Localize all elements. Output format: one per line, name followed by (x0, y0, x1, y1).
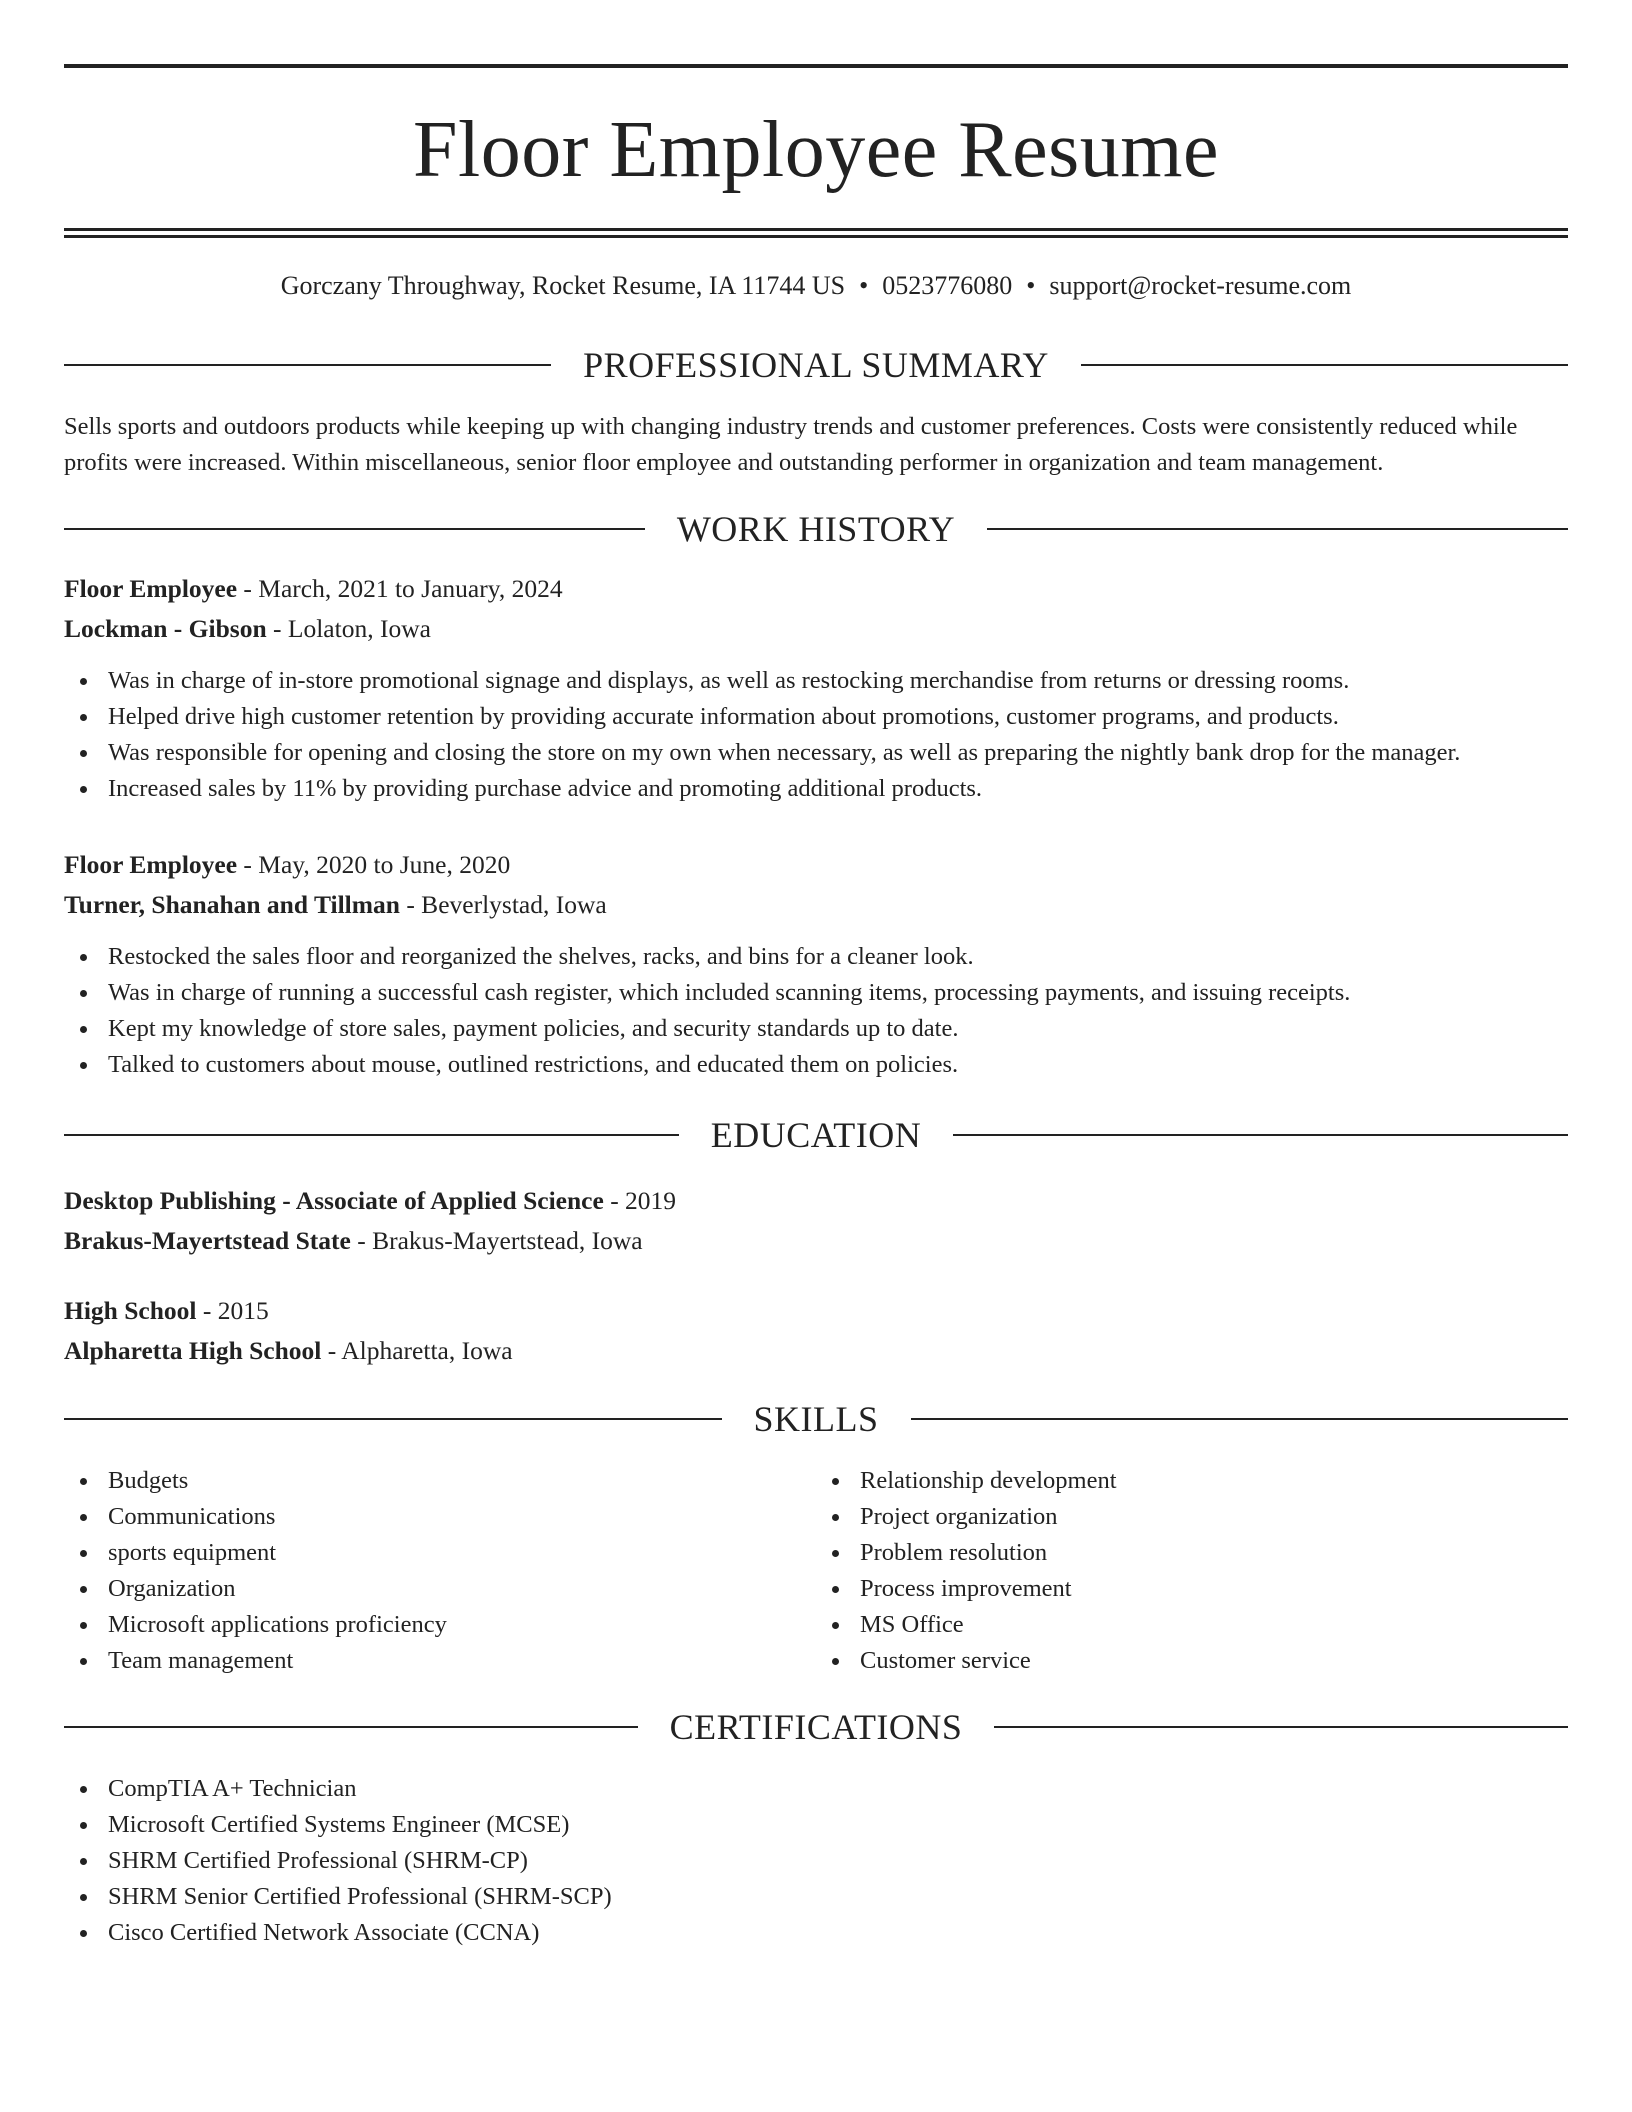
work-dates: - March, 2021 to January, 2024 (237, 574, 563, 603)
certification-text: SHRM Certified Professional (SHRM-CP) (108, 1847, 528, 1874)
bullet-text: Helped drive high customer retention by providing accurate information about promotions, customer programs, and products. (108, 703, 1339, 730)
bullet-icon (80, 1822, 87, 1829)
education-degree-line (64, 1291, 1568, 1331)
list-item (64, 1843, 1568, 1879)
bullet-icon (832, 1478, 839, 1485)
education-entry (64, 1291, 1568, 1371)
bullet-text: Increased sales by 11% by providing purchase advice and promoting additional products. (108, 775, 983, 802)
bullet-icon (80, 1894, 87, 1901)
list-item (64, 1011, 1568, 1047)
contact-email: support@rocket-resume.com (1049, 271, 1352, 300)
top-rule (64, 64, 1568, 68)
work-bullets (64, 663, 1568, 807)
list-item (64, 1463, 816, 1499)
education-school: Brakus-Mayertstead State (64, 1226, 351, 1255)
work-location: - Lolaton, Iowa (266, 614, 431, 643)
bullet-icon (832, 1658, 839, 1665)
section-header-summary (64, 343, 1568, 387)
list-item (64, 735, 1568, 771)
skill-text: Process improvement (860, 1575, 1072, 1602)
work-role-line (64, 845, 1568, 885)
bullet-icon (80, 750, 87, 757)
title-double-rule (64, 228, 1568, 238)
skills-grid (64, 1463, 1568, 1679)
list-item (816, 1535, 1568, 1571)
list-item (64, 1915, 1568, 1951)
education-degree: Desktop Publishing - Associate of Applied Science (64, 1186, 604, 1215)
list-item (64, 1499, 816, 1535)
list-item (64, 1535, 816, 1571)
bullet-icon (80, 1858, 87, 1865)
certification-text: CompTIA A+ Technician (108, 1775, 357, 1802)
skill-text: Organization (108, 1575, 236, 1602)
list-item (64, 1807, 1568, 1843)
skill-text: MS Office (860, 1611, 964, 1638)
list-item (816, 1643, 1568, 1679)
list-item (64, 771, 1568, 807)
section-title-summary: PROFESSIONAL SUMMARY (583, 345, 1049, 385)
education-degree-line (64, 1181, 1568, 1221)
work-company: Lockman - Gibson (64, 614, 267, 643)
list-item (64, 663, 1568, 699)
work-bullets (64, 939, 1568, 1083)
education-school-line (64, 1221, 1568, 1261)
section-rule (994, 1726, 1568, 1728)
bullet-icon (80, 1622, 87, 1629)
education-degree: High School (64, 1296, 197, 1325)
bullet-icon (80, 954, 87, 961)
bullet-text: Restocked the sales floor and reorganized the shelves, racks, and bins for a cleaner look. (108, 943, 974, 970)
certification-text: Cisco Certified Network Associate (CCNA) (108, 1919, 540, 1946)
section-title-work-history: WORK HISTORY (676, 509, 956, 549)
bullet-text: Was in charge of running a successful cash register, which included scanning items, processing payments, and issuing receipts. (108, 979, 1351, 1006)
list-item (64, 1771, 1568, 1807)
work-entry (64, 845, 1568, 1083)
skill-text: Budgets (108, 1467, 189, 1494)
bullet-icon (80, 1514, 87, 1521)
bullet-text: Talked to customers about mouse, outlined restrictions, and educated them on policies. (108, 1051, 959, 1078)
work-role-line (64, 569, 1568, 609)
work-location: - Beverlystad, Iowa (399, 890, 607, 919)
skill-text: Relationship development (860, 1467, 1117, 1494)
work-company: Turner, Shanahan and Tillman (64, 890, 400, 919)
section-rule (64, 1134, 679, 1136)
work-company-line (64, 885, 1568, 925)
section-header-education (64, 1113, 1568, 1157)
section-rule (64, 364, 551, 366)
bullet-icon (80, 1930, 87, 1937)
page-title: Floor Employee Resume (413, 106, 1219, 194)
education-location: - Brakus-Mayertstead, Iowa (350, 1226, 643, 1255)
section-header-skills (64, 1397, 1568, 1441)
section-rule (911, 1418, 1569, 1420)
skill-text: Communications (108, 1503, 276, 1530)
work-entry (64, 569, 1568, 807)
bullet-icon (832, 1550, 839, 1557)
bullet-icon (80, 786, 87, 793)
list-item (64, 1571, 816, 1607)
section-rule (64, 528, 645, 530)
education-school-line (64, 1331, 1568, 1371)
education-location: - Alpharetta, Iowa (321, 1336, 513, 1365)
bullet-icon (80, 1658, 87, 1665)
work-role: Floor Employee (64, 850, 238, 879)
list-item (64, 1879, 1568, 1915)
skill-text: Microsoft applications proficiency (108, 1611, 447, 1638)
bullet-text: Was in charge of in-store promotional signage and displays, as well as restocking merchandise from returns or dressing rooms. (108, 667, 1350, 694)
list-item (816, 1499, 1568, 1535)
section-header-work-history (64, 507, 1568, 551)
list-item (64, 975, 1568, 1011)
skills-column-right (816, 1463, 1568, 1679)
skill-text: Project organization (860, 1503, 1058, 1530)
bullet-icon (80, 1550, 87, 1557)
bullet-icon (80, 714, 87, 721)
bullet-icon (80, 1786, 87, 1793)
work-dates: - May, 2020 to June, 2020 (237, 850, 511, 879)
education-year: - 2015 (196, 1296, 269, 1325)
bullet-text: Was responsible for opening and closing the store on my own when necessary, as well as preparing the nightly bank drop for the manager. (108, 739, 1461, 766)
work-role: Floor Employee (64, 574, 238, 603)
section-title-certifications: CERTIFICATIONS (669, 1707, 963, 1747)
list-item (64, 1643, 816, 1679)
bullet-icon (832, 1622, 839, 1629)
section-rule (953, 1134, 1568, 1136)
list-item (64, 1607, 816, 1643)
list-item (64, 1047, 1568, 1083)
section-rule (987, 528, 1568, 530)
skill-text: Customer service (860, 1647, 1031, 1674)
list-item (816, 1463, 1568, 1499)
skill-text: Problem resolution (860, 1539, 1048, 1566)
work-company-line (64, 609, 1568, 649)
bullet-text: Kept my knowledge of store sales, payment policies, and security standards up to date. (108, 1015, 959, 1042)
section-header-certifications (64, 1705, 1568, 1749)
list-item (64, 939, 1568, 975)
contact-separator: • (1026, 271, 1036, 300)
bullet-icon (80, 1478, 87, 1485)
bullet-icon (80, 678, 87, 685)
contact-phone: 0523776080 (882, 271, 1013, 300)
education-school: Alpharetta High School (64, 1336, 322, 1365)
bullet-icon (80, 1026, 87, 1033)
skills-column-left (64, 1463, 816, 1679)
section-title-skills: SKILLS (753, 1399, 879, 1439)
bullet-icon (80, 1586, 87, 1593)
bullet-icon (832, 1586, 839, 1593)
contact-line (64, 269, 1568, 303)
list-item (816, 1607, 1568, 1643)
section-rule (64, 1726, 638, 1728)
skill-text: sports equipment (108, 1539, 277, 1566)
bullet-icon (80, 1062, 87, 1069)
certification-text: SHRM Senior Certified Professional (SHRM-SCP) (108, 1883, 612, 1910)
skill-text: Team management (108, 1647, 294, 1674)
list-item (64, 699, 1568, 735)
section-rule (64, 1418, 722, 1420)
education-year: - 2019 (603, 1186, 677, 1215)
bullet-icon (832, 1514, 839, 1521)
section-rule (1081, 364, 1568, 366)
contact-address: Gorczany Throughway, Rocket Resume, IA 11744 US (280, 271, 846, 300)
bullet-icon (80, 990, 87, 997)
summary-text: Sells sports and outdoors products while keeping up with changing industry trends and customer preferences. Costs were consistently reduced while profits were increased. Within miscellaneous, senior floor employee and outstanding performer in organization and team management. (64, 413, 1518, 476)
list-item (816, 1571, 1568, 1607)
certification-text: Microsoft Certified Systems Engineer (MCSE) (108, 1811, 570, 1838)
section-title-education: EDUCATION (710, 1115, 922, 1155)
education-entry (64, 1181, 1568, 1261)
certifications-list (64, 1771, 1568, 1951)
contact-separator: • (859, 271, 869, 300)
